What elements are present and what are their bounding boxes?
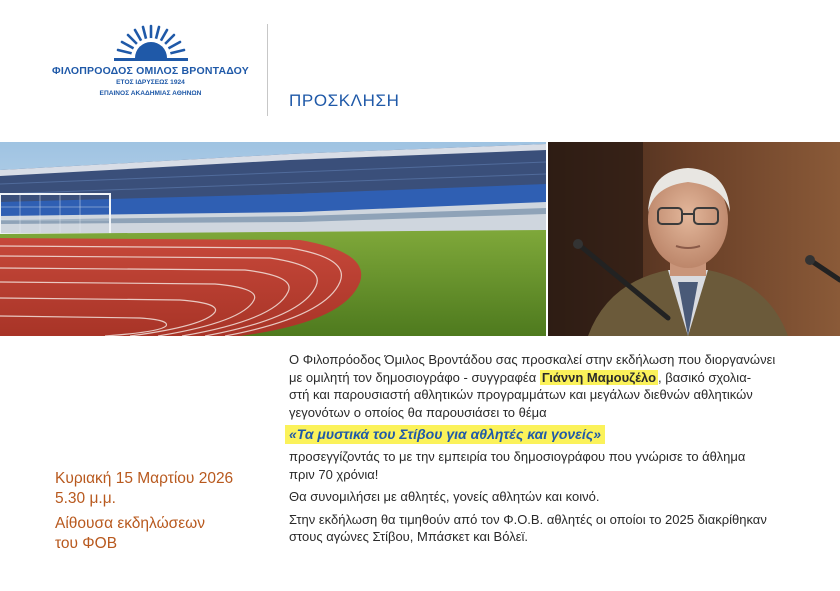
event-details xyxy=(55,469,233,553)
header-divider xyxy=(267,24,268,116)
founded-year: ΕΤΟΣ ΙΔΡΥΣΕΩΣ 1924 xyxy=(116,79,185,86)
topic-title: «Τα μυστικά του Στίβου για αθλητές και γονείς» xyxy=(285,425,605,444)
intro-line-1: Ο Φιλοπρόοδος Όμιλος Βροντάδου σας προσκαλεί στην εκδήλωση που διοργανώνει xyxy=(289,352,776,367)
venue-line-2: του ΦΟΒ xyxy=(55,534,118,552)
venue-line-1: Αίθουσα εκδηλώσεων xyxy=(55,515,205,532)
sunrise-logo-icon xyxy=(108,22,194,62)
academy-award: ΕΠΑΙΝΟΣ ΑΚΑΔΗΜΙΑΣ ΑΘΗΝΩΝ xyxy=(99,89,202,97)
event-date: Κυριακή 15 Μαρτίου 2026 xyxy=(55,470,234,487)
honors-line-1: Στην εκδήλωση θα τιμηθούν από τον Φ.Ο.Β. αθλητές οι οποίοι το 2025 διακρίθηκαν xyxy=(289,511,767,527)
invitation-body xyxy=(289,351,814,546)
speaker-photo xyxy=(548,142,840,336)
club-logo xyxy=(48,22,253,98)
honors-line-2: στους αγώνες Στίβου, Μπάσκετ και Βόλεϊ. xyxy=(289,529,529,544)
intro-line-2-post: , βασικό σχολια- xyxy=(658,369,752,385)
event-time: 5.30 μ.μ. xyxy=(55,489,116,507)
stadium-photo xyxy=(0,142,546,336)
intro-line-3: στή και παρουσιαστή αθλητικών προγραμμάτων και μεγάλων διεθνών αθλητικών xyxy=(289,387,753,402)
approach-line-1: προσεγγίζοντάς το με την εμπειρία του δημοσιογράφου που γνώρισε το άθλημα xyxy=(289,449,746,464)
intro-line-4: γεγονότων ο οποίος θα παρουσιάσει το θέμα xyxy=(289,404,547,420)
speaker-name: Γιάννη Μαμουζέλο xyxy=(541,369,657,385)
discussion-text: Θα συνομιλήσει με αθλητές, γονείς αθλητών και κοινό. xyxy=(289,489,600,504)
intro-line-2 xyxy=(289,369,814,387)
org-name: ΦΙΛΟΠΡΟΟΔΟΣ ΟΜΙΛΟΣ ΒΡΟΝΤΑΔΟΥ xyxy=(52,65,249,77)
intro-line-2-pre: με ομιλητή τον δημοσιογράφο - συγγραφέα xyxy=(289,369,540,385)
page-title: ΠΡΟΣΚΛΗΣΗ xyxy=(289,91,400,110)
approach-line-2: πριν 70 χρόνια! xyxy=(289,466,379,482)
